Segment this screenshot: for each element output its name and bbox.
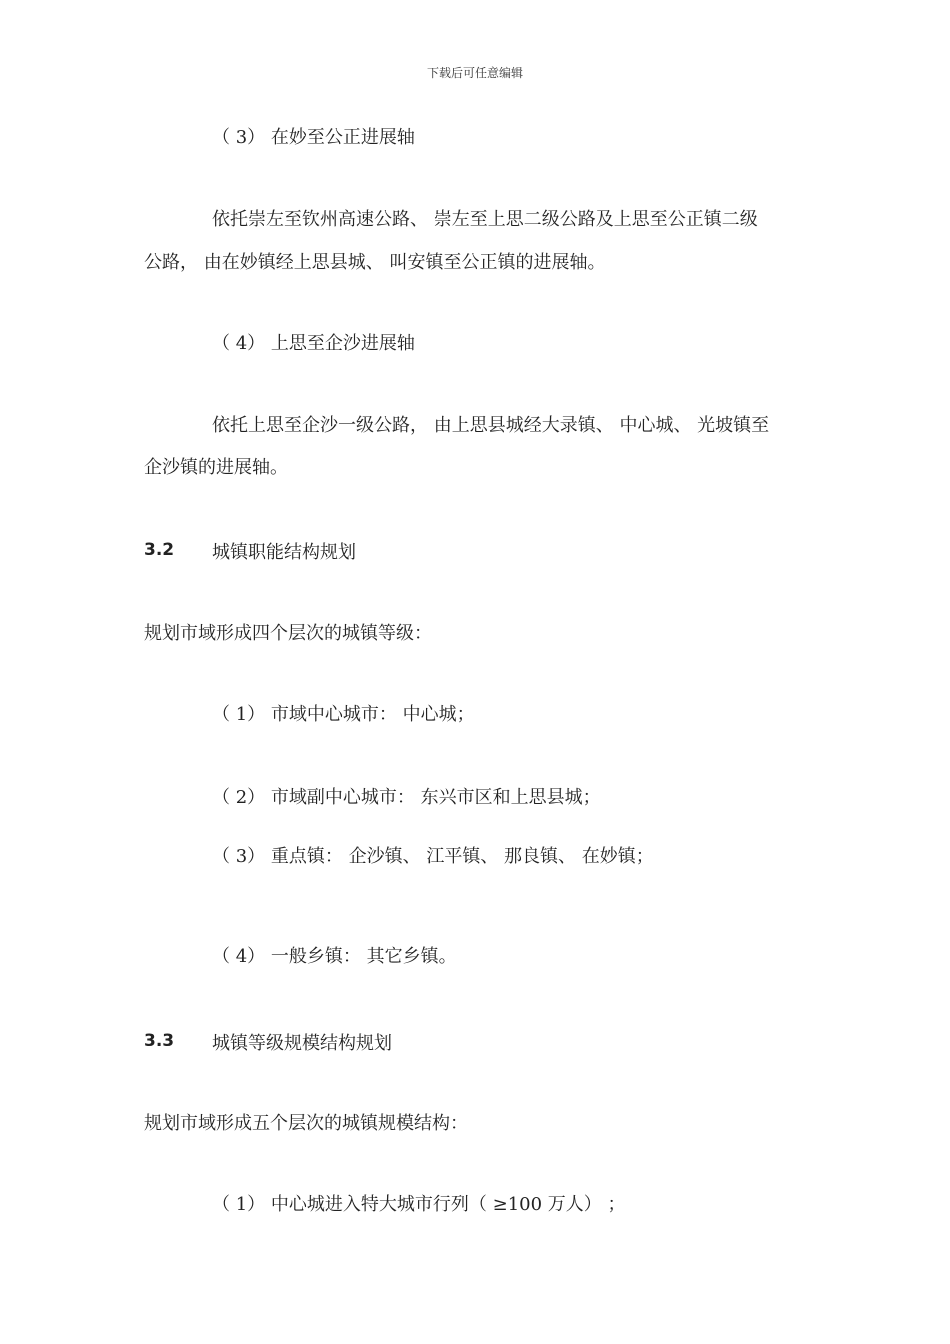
list-item: （ 3） 重点镇： 企沙镇、 江平镇、 那良镇、 在妙镇； [212,846,654,867]
list-item-axis-4: （ 4） 上思至企沙进展轴 [212,333,415,354]
paragraph-line: 规划市域形成四个层次的城镇等级： [144,623,432,644]
paragraph-line: 规划市域形成五个层次的城镇规模结构： [144,1113,468,1134]
paragraph-line: 企沙镇的进展轴。 [144,457,288,478]
list-item: （ 4） 一般乡镇： 其它乡镇。 [212,946,457,967]
page-header-note: 下载后可任意编辑 [426,66,523,80]
paragraph-line: 公路， 由在妙镇经上思县城、 叫安镇至公正镇的进展轴。 [144,252,606,273]
section-number: 3.3 [144,1031,175,1051]
paragraph-line: 依托崇左至钦州高速公路、 崇左至上思二级公路及上思至公正镇二级 [212,209,758,230]
section-number: 3.2 [144,540,175,560]
section-title: 城镇职能结构规划 [212,542,356,563]
list-item: （ 1） 市域中心城市： 中心城； [212,704,475,725]
list-item: （ 1） 中心城进入特大城市行列（ ≥100 万人） ； [212,1194,626,1215]
list-item: （ 2） 市域副中心城市： 东兴市区和上思县城； [212,787,601,808]
list-item-axis-3: （ 3） 在妙至公正进展轴 [212,127,415,148]
section-title: 城镇等级规模结构规划 [212,1033,392,1054]
paragraph-line: 依托上思至企沙一级公路， 由上思县城经大录镇、 中心城、 光坡镇至 [212,415,770,436]
